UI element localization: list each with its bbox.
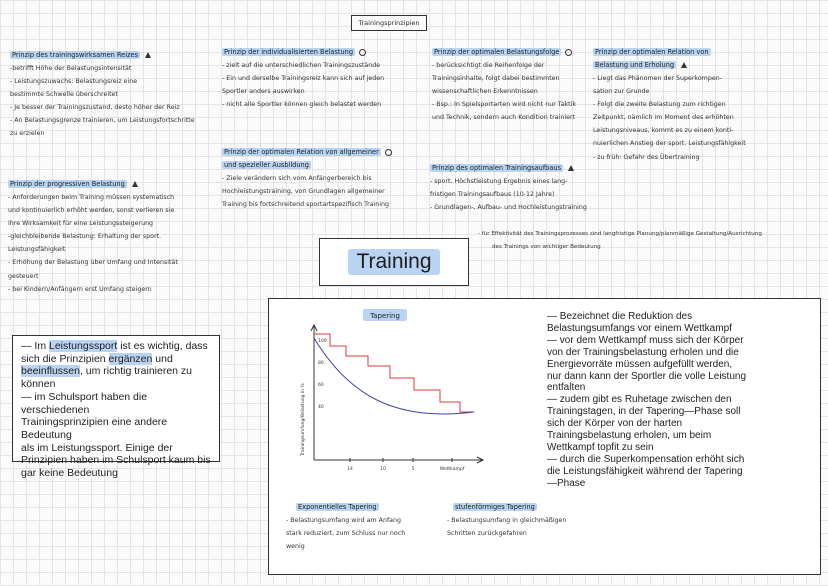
tapering-text-line: Trainingsbelastung erholen, um beim	[547, 430, 712, 442]
expo-series-line	[314, 338, 474, 414]
section-allgemein-speziell	[222, 146, 427, 211]
folge-line: - berücksichtigt die Reihenfolge der	[432, 62, 545, 69]
allgemein-line: Training bis fortschreitend sportartspezifisch Training	[222, 201, 390, 209]
stufe-series-line	[314, 334, 474, 412]
triangle-icon	[132, 181, 138, 187]
erholung-line: - Liegt das Phänomen der Superkompen-	[593, 75, 722, 82]
note-line	[21, 467, 211, 480]
progressiv-line: gesteuert	[8, 272, 39, 280]
note-text: gar keine Bedeutung	[21, 467, 118, 480]
heading-stufe: stufenförmiges Tapering	[455, 503, 535, 511]
heading-belastungsfolge: Prinzip der optimalen Belastungsfolge	[434, 48, 560, 56]
folge-line: und Technik, sondern auch Kondition trainiert	[432, 114, 576, 122]
note-line	[21, 340, 211, 353]
note-text: — im Schulsport haben die verschiedenen	[21, 390, 148, 416]
section-progressiv	[8, 178, 213, 296]
individuell-line: - Ein und derselbe Trainingsreiz kann sich auf jeden	[222, 75, 385, 83]
progressiv-line: -gleichbleibende Belastung: Erhaltung der sport.	[8, 233, 162, 241]
note-text: ist es wichtig, dass	[117, 340, 208, 352]
tapering-text-line: — zudem gibt es Ruhetage zwischen den	[547, 394, 732, 406]
tapering-description	[547, 311, 815, 490]
note-line	[21, 454, 211, 467]
note-text: können	[21, 378, 56, 391]
expo-line: stark reduziert, zum Schluss nur noch	[286, 530, 406, 538]
erholung-line: - zu früh: Gefahr des Übertraining	[593, 153, 700, 161]
heading-erholung-b: Belastung und Erholung	[595, 61, 675, 69]
y-tick-label: 40	[318, 405, 324, 410]
progressiv-line: und kontinuierlich erhöht werden, sonst verlieren sie	[8, 207, 175, 215]
x-tick-label: Wettkampf	[439, 467, 465, 472]
tapering-text-line: sich der Körper von der harten	[547, 418, 683, 430]
heading-erholung-a: Prinzip der optimalen Relation von	[595, 48, 709, 56]
heading-individuell: Prinzip der individualisierten Belastung	[224, 48, 354, 56]
note-highlight: beeinflussen	[21, 365, 80, 378]
heading-reiz: Prinzip des trainingswirksamen Reizes	[12, 51, 139, 59]
section-individuell	[222, 46, 422, 111]
tapering-text-line: — durch die Superkompensation erhöht sich	[547, 453, 745, 465]
note-highlight: Leistungssport	[49, 340, 118, 352]
section-trainingsaufbau	[430, 162, 595, 214]
note-line	[21, 442, 211, 455]
allgemein-line: Hochleistungstraining, von Grundlagen allgemeiner	[222, 188, 385, 196]
tapering-text-line: entfalten	[547, 382, 586, 394]
tapering-text-line: Energievorräte müssen aufgefüllt werden,	[547, 358, 733, 370]
reiz-line: - An Belastungsgrenze trainieren, um Leistungsfortschritte	[10, 117, 195, 125]
note-text: , um richtig trainieren zu	[79, 365, 193, 378]
stufe-line: - Belastungsumfang in gleichmäßigen	[447, 517, 567, 524]
tapering-text-line: Belastungsumfangs vor einem Wettkampf	[547, 322, 732, 334]
reiz-line: zu erzielen	[10, 130, 45, 138]
section-stufen-tapering	[447, 501, 617, 540]
heading-progressiv: Prinzip der progressiven Belastung	[10, 180, 125, 188]
triangle-icon	[145, 52, 151, 58]
folge-line: wissenschaftlichen Erkenntnissen	[432, 88, 538, 96]
heading-trainingsaufbau: Prinzip des optimalen Trainingsaufbaus	[432, 164, 562, 172]
aufbau-line: - sport. Höchstleistung Ergebnis eines lang-	[430, 178, 568, 185]
aufbau-sub-line: des Trainings von wichtiger Bedeutung	[492, 244, 601, 251]
y-tick-label: 60	[318, 383, 324, 388]
note-text: — Im	[21, 340, 49, 352]
progressiv-line: ihre Wirksamkeit für eine Leistungssteigerung	[8, 220, 154, 228]
note-text: Trainingsprinzipien eine andere Bedeutung	[21, 416, 168, 441]
x-tick-label: 5	[411, 467, 415, 472]
erholung-line: Leistungsniveaus, kommt es zu einem konti-	[593, 127, 734, 135]
tapering-text-line: Trainingstagen, in der Tapering—Phase soll	[547, 406, 741, 418]
individuell-line: - nicht alle Sportler können gleich belastet werden	[222, 101, 382, 109]
reiz-line: - Je besser der Trainingszustand, desto höher der Reiz	[10, 104, 180, 112]
note-text: und	[152, 352, 173, 365]
x-tick-label: 10	[380, 467, 386, 472]
tapering-text-line: von der Trainingsbelastung erholen und die	[547, 346, 739, 358]
note-highlight: ergänzen	[108, 352, 153, 365]
note-line	[21, 378, 211, 391]
erholung-line: Zeitpunkt, nämlich im Moment des erhöhten	[593, 114, 734, 122]
aufbau-subnote	[478, 228, 818, 254]
aufbau-line: - Grundlagen-, Aufbau- und Hochleistungstraining	[430, 204, 587, 212]
progressiv-line: - bei Kindern/Anfängern erst Umfang steigern	[8, 285, 152, 293]
center-title-box	[319, 238, 469, 286]
folge-line: - Bsp.: In Spielsportarten wird nicht nur Taktik	[432, 101, 576, 109]
page-title: Trainingsprinzipien	[351, 15, 427, 31]
heading-expo: Exponentielles Tapering	[298, 503, 377, 511]
stufe-line: Schritten zurückgefahren	[447, 530, 527, 538]
tapering-text-line: Wettkampf topfit zu sein	[547, 441, 654, 453]
tapering-text-line: die Leistungsfähigkeit während der Tapering	[547, 465, 743, 477]
y-axis-label: Trainingsumfang/Belastung in %	[301, 383, 306, 456]
reiz-line: -betrifft Höhe der Belastungsintensität	[10, 65, 132, 72]
individuell-line: Sportler anders auswirken	[222, 88, 305, 96]
expo-line: - Belastungsumfang wird am Anfang	[286, 517, 402, 524]
erholung-line: nuierlichen Anstieg der sport. Leistungsfähigkeit	[593, 140, 746, 148]
section-belastung-erholung	[593, 46, 823, 164]
progressiv-line: - Erhöhung der Belastung über Umfang und Intensität	[8, 259, 178, 267]
circle-icon	[359, 49, 366, 56]
center-title: Training	[348, 249, 439, 275]
tapering-title: Tapering	[370, 312, 400, 320]
y-tick-label: 100	[318, 339, 327, 344]
tapering-text-line: —Phase	[547, 477, 586, 489]
tapering-text-line: nur dann kann der Sportler die volle Leistung	[547, 370, 747, 382]
section-exponentielles-tapering	[286, 501, 446, 553]
expo-line: wenig	[286, 543, 305, 551]
triangle-icon	[681, 62, 687, 68]
aufbau-sub-line: - für Effektivität des Trainingsprozesses sind langfristige Planung/planmäßige Gestaltung/Ausrichtung	[478, 231, 762, 237]
note-line	[21, 353, 211, 366]
note-line	[21, 416, 211, 441]
progressiv-line: - Anforderungen beim Training müssen systematisch	[8, 194, 175, 201]
triangle-icon	[568, 165, 574, 171]
allgemein-line: - Ziele verändern sich vom Anfängerbereich bis	[222, 175, 372, 182]
heading-allgemein-b: und spezieller Ausbildung	[224, 161, 309, 169]
erholung-line: - Folgt die zweite Belastung zum richtigen	[593, 101, 726, 109]
y-ticks	[318, 338, 327, 410]
progressiv-line: Leistungsfähigkeit	[8, 246, 66, 254]
note-line	[21, 365, 211, 378]
circle-icon	[385, 149, 392, 156]
tapering-text-line: — vor dem Wettkampf muss sich der Körper	[547, 334, 744, 346]
x-tick-label: 14	[347, 467, 353, 472]
aufbau-line: fristigen Trainingsaufbaus (10-12 Jahre)	[430, 191, 555, 199]
section-reiz	[10, 49, 215, 141]
note-text: sich die Prinzipien	[21, 352, 109, 365]
reiz-line: bestimmte Schwelle überschreitet	[10, 91, 118, 99]
circle-icon	[565, 49, 572, 56]
tapering-text-line: — Bezeichnet die Reduktion des	[547, 311, 693, 322]
y-tick-label: 80	[318, 361, 324, 366]
section-belastungsfolge	[432, 46, 592, 124]
note-text: als im Leistungssport. Einige der	[21, 441, 173, 454]
folge-line: Trainingsinhalte, folgt dabei bestimmten	[432, 75, 560, 83]
individuell-line: - zielt auf die unterschiedlichen Trainingszustände	[222, 62, 381, 69]
erholung-line: sation zur Grunde	[593, 88, 650, 96]
reiz-line: - Leistungszuwachs: Belastungsreiz eine	[10, 78, 138, 86]
note-text: Prinzipien haben im Schulsport kaum bis	[21, 454, 211, 467]
note-box	[12, 335, 220, 480]
note-line	[21, 391, 211, 416]
heading-allgemein-a: Prinzip der optimalen Relation von allgemeiner	[224, 148, 379, 156]
